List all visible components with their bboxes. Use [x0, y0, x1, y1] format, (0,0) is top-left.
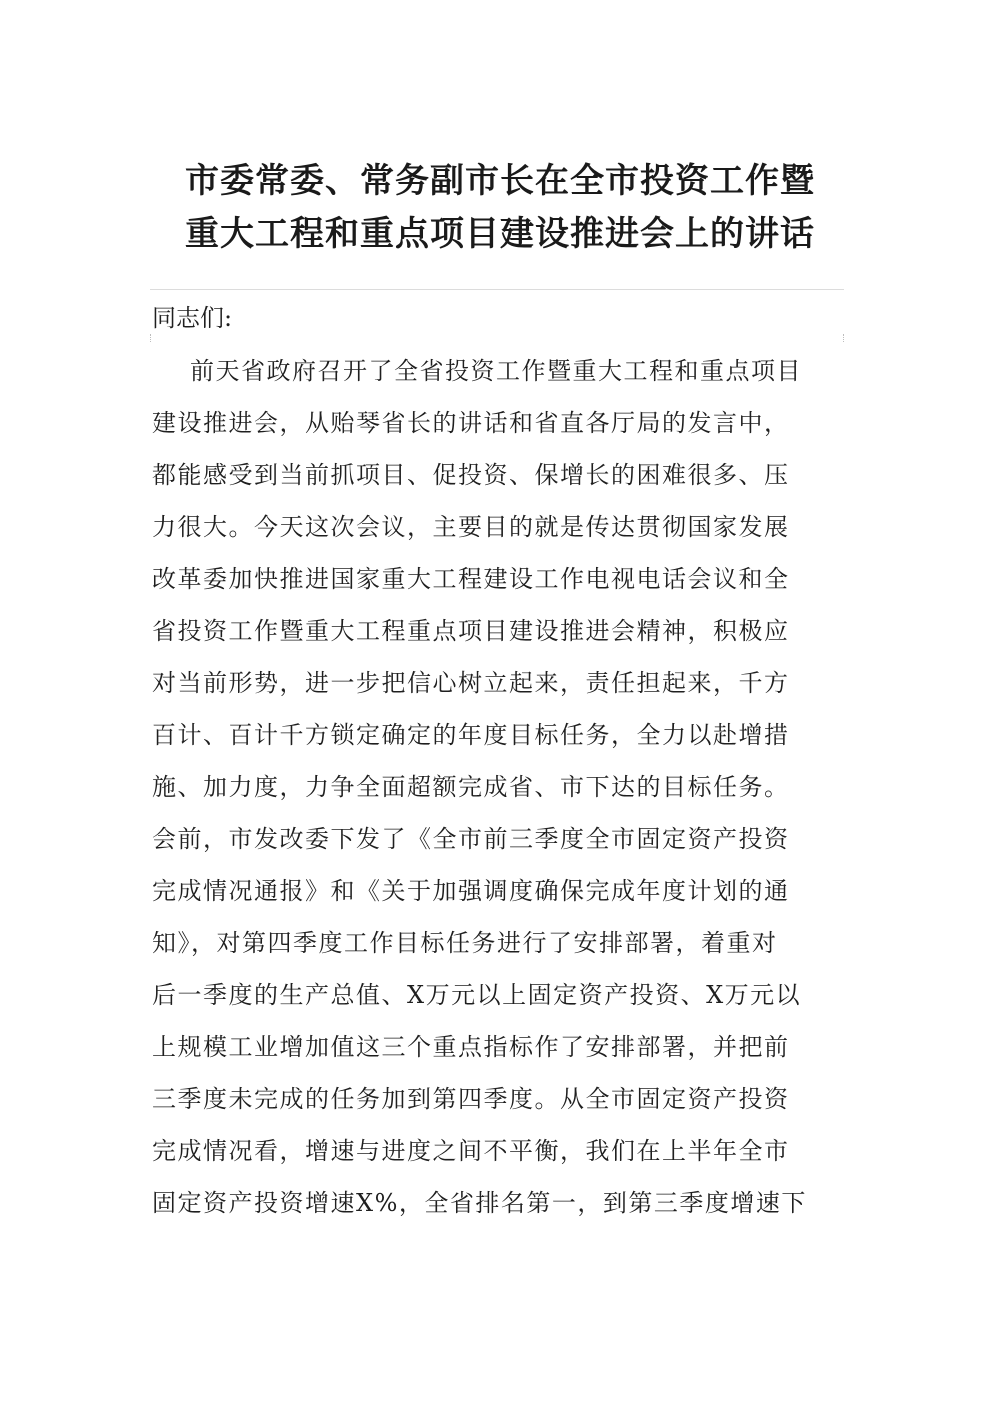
- body-line: 三季度未完成的任务加到第四季度。从全市固定资产投资: [152, 1085, 790, 1113]
- body-line: 会前，市发改委下发了《全市前三季度全市固定资产投资: [152, 825, 790, 853]
- body-line: 改革委加快推进国家重大工程建设工作电视电话会议和全: [152, 565, 790, 593]
- header-divider: [150, 289, 844, 290]
- body-line: 完成情况看，增速与进度之间不平衡，我们在上半年全市: [152, 1137, 790, 1165]
- body-line: 前天省政府召开了全省投资工作暨重大工程和重点项目: [190, 357, 802, 385]
- body-line: 百计、百计千方锁定确定的年度目标任务，全力以赴增措: [152, 721, 790, 749]
- body-line: 知》，对第四季度工作目标任务进行了安排部署，着重对: [152, 929, 778, 957]
- body-line: 施、加力度，力争全面超额完成省、市下达的目标任务。: [152, 773, 790, 801]
- body-paragraph: [152, 345, 842, 1229]
- body-line: 对当前形势，进一步把信心树立起来，责任担起来，千方: [152, 669, 790, 697]
- body-line: 完成情况通报》和《关于加强调度确保完成年度计划的通: [152, 877, 790, 905]
- body-line: 建设推进会，从贻琴省长的讲话和省直各厅局的发言中，: [152, 409, 790, 437]
- title-line-2: 重大工程和重点项目建设推进会上的讲话: [185, 214, 815, 254]
- right-margin-mark: [843, 334, 844, 342]
- document-title: [150, 155, 850, 261]
- body-line: 都能感受到当前抓项目、促投资、保增长的困难很多、压: [152, 461, 790, 489]
- salutation: 同志们:: [152, 304, 233, 332]
- left-margin-mark: [150, 334, 151, 342]
- body-line: 后一季度的生产总值、X万元以上固定资产投资、X万元以: [152, 981, 802, 1009]
- body-line: 力很大。今天这次会议，主要目的就是传达贯彻国家发展: [152, 513, 790, 541]
- title-line-1: 市委常委、常务副市长在全市投资工作暨: [185, 161, 815, 201]
- body-line: 固定资产投资增速X%，全省排名第一，到第三季度增速下: [152, 1189, 807, 1217]
- body-line: 省投资工作暨重大工程重点项目建设推进会精神，积极应: [152, 617, 790, 645]
- body-line: 上规模工业增加值这三个重点指标作了安排部署，并把前: [152, 1033, 790, 1061]
